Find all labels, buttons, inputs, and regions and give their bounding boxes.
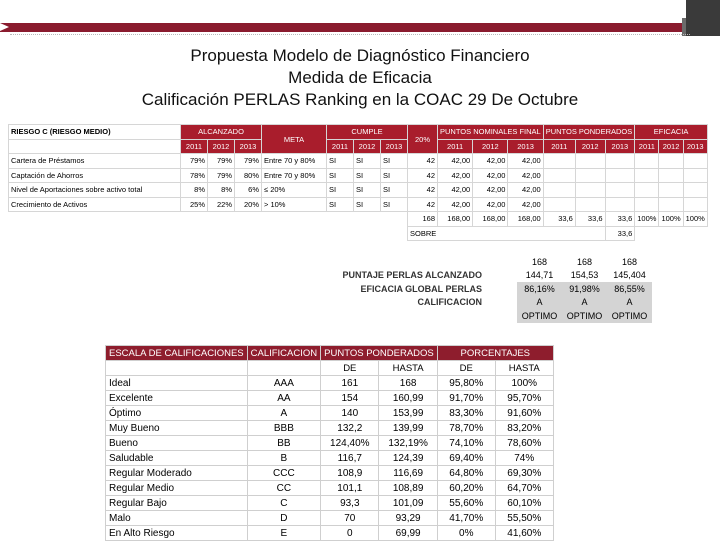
year-cell: 2011 xyxy=(635,139,659,154)
year-cell: 2013 xyxy=(508,139,543,154)
scale-points-from: 132,2 xyxy=(321,421,379,436)
rating-word: OPTIMO xyxy=(517,309,562,323)
eficacia-value xyxy=(683,183,707,198)
scale-percent-from: 74,10% xyxy=(437,436,495,451)
scale-points-to: 153,99 xyxy=(379,406,437,421)
scale-name: Regular Medio xyxy=(106,481,248,496)
score-label-empty xyxy=(300,309,485,323)
scale-points-to: 101,09 xyxy=(379,496,437,511)
year-cell: 2012 xyxy=(575,139,605,154)
cumple-value: SI xyxy=(327,168,354,183)
score-gap xyxy=(485,269,517,283)
scale-percent-from: 91,70% xyxy=(437,391,495,406)
cumple-value: SI xyxy=(327,197,354,212)
scale-percent-to: 95,70% xyxy=(495,391,553,406)
weight-value: 42 xyxy=(408,168,438,183)
cumple-value: SI xyxy=(354,154,381,169)
scale-name: Excelente xyxy=(106,391,248,406)
alcanzado-value: 20% xyxy=(235,197,262,212)
ponderado-value xyxy=(605,168,635,183)
scale-name: Muy Bueno xyxy=(106,421,248,436)
total-nominal: 168,00 xyxy=(473,212,508,227)
scale-row xyxy=(106,496,554,511)
scale-percent-from: 60,20% xyxy=(437,481,495,496)
score-gap xyxy=(485,296,517,310)
slide-top-bar xyxy=(0,0,720,40)
eficacia-value xyxy=(635,183,659,198)
scale-percent-to: 41,60% xyxy=(495,526,553,541)
scale-code: E xyxy=(247,526,321,541)
nominal-value: 42,00 xyxy=(508,154,543,169)
scale-percent-from: 69,40% xyxy=(437,451,495,466)
scale-percent-from: 78,70% xyxy=(437,421,495,436)
weight-value: 42 xyxy=(408,154,438,169)
eficacia-value xyxy=(683,154,707,169)
nominal-value: 42,00 xyxy=(508,197,543,212)
scale-row xyxy=(106,481,554,496)
scale-points-from: 116,7 xyxy=(321,451,379,466)
scale-code: CCC xyxy=(247,466,321,481)
alcanzado-value: 79% xyxy=(208,154,235,169)
rating-value: A xyxy=(517,296,562,310)
scale-code: A xyxy=(247,406,321,421)
ponderado-value xyxy=(543,183,575,198)
weight-value: 42 xyxy=(408,183,438,198)
nominal-value: 42,00 xyxy=(473,183,508,198)
scale-percent-from: 95,80% xyxy=(437,376,495,391)
perlas-score-summary xyxy=(300,255,652,323)
scale-percent-to: 64,70% xyxy=(495,481,553,496)
total-eficacia: 100% xyxy=(659,212,683,227)
scale-points-from: 101,1 xyxy=(321,481,379,496)
year-cell: 2013 xyxy=(605,139,635,154)
nominal-value: 42,00 xyxy=(508,168,543,183)
alcanzado-value: 25% xyxy=(181,197,208,212)
scale-code: BBB xyxy=(247,421,321,436)
nominal-value: 42,00 xyxy=(438,168,473,183)
year-cell: 2012 xyxy=(208,139,235,154)
year-cell: 2011 xyxy=(543,139,575,154)
ponderado-value xyxy=(543,154,575,169)
year-cell: 2012 xyxy=(659,139,683,154)
scale-points-from: 70 xyxy=(321,511,379,526)
perlas-row xyxy=(9,183,708,198)
cumple-value: SI xyxy=(381,154,408,169)
eficacia-value xyxy=(683,168,707,183)
scale-percent-to: 78,60% xyxy=(495,436,553,451)
year-row-spacer xyxy=(9,139,181,154)
scale-code: AA xyxy=(247,391,321,406)
scale-row xyxy=(106,466,554,481)
score-top-row xyxy=(300,255,652,269)
score-label: EFICACIA GLOBAL PERLAS xyxy=(360,283,482,294)
scale-subheader-blank xyxy=(247,361,321,376)
scale-percent-to: 83,20% xyxy=(495,421,553,436)
scale-header-row xyxy=(106,346,554,361)
meta-value: Entre 70 y 80% xyxy=(262,154,327,169)
scale-code: D xyxy=(247,511,321,526)
score-gap xyxy=(485,309,517,323)
score-value: 144,71 xyxy=(525,270,554,281)
accent-bar xyxy=(0,23,690,32)
scale-name: En Alto Riesgo xyxy=(106,526,248,541)
scale-percent-from: 41,70% xyxy=(437,511,495,526)
cumple-value: SI xyxy=(327,183,354,198)
scale-header-name: ESCALA DE CALIFICACIONES xyxy=(106,346,248,361)
scale-code: CC xyxy=(247,481,321,496)
scale-points-from: 0 xyxy=(321,526,379,541)
scale-points-from: 140 xyxy=(321,406,379,421)
alcanzado-value: 78% xyxy=(181,168,208,183)
weight-value: 42 xyxy=(408,197,438,212)
scale-points-from: 161 xyxy=(321,376,379,391)
eficacia-value xyxy=(659,183,683,198)
nominal-value: 42,00 xyxy=(438,154,473,169)
perlas-year-row xyxy=(9,139,708,154)
score-label-empty xyxy=(300,255,485,269)
group-meta: META xyxy=(262,125,327,154)
eficacia-value xyxy=(635,154,659,169)
eficacia-value xyxy=(659,197,683,212)
scale-name: Regular Moderado xyxy=(106,466,248,481)
scale-subheader-de: DE xyxy=(321,361,379,376)
year-cell: 2012 xyxy=(473,139,508,154)
scale-name: Malo xyxy=(106,511,248,526)
scale-name: Regular Bajo xyxy=(106,496,248,511)
rating-value: A xyxy=(562,296,607,310)
scale-subheader-hasta: HASTA xyxy=(379,361,437,376)
scale-percent-from: 55,60% xyxy=(437,496,495,511)
indicator-name: Crecimiento de Activos xyxy=(9,197,181,212)
scale-percent-to: 60,10% xyxy=(495,496,553,511)
scale-subheader-row xyxy=(106,361,554,376)
rating-scale-table xyxy=(105,345,554,541)
scale-points-from: 108,9 xyxy=(321,466,379,481)
year-cell: 2013 xyxy=(381,139,408,154)
ponderado-value xyxy=(605,154,635,169)
scale-points-from: 124,40% xyxy=(321,436,379,451)
total-ponderado: 33,6 xyxy=(605,212,635,227)
ponderado-value xyxy=(543,168,575,183)
score-label: CALIFICACION xyxy=(417,297,482,308)
scale-name: Saludable xyxy=(106,451,248,466)
scale-code: BB xyxy=(247,436,321,451)
scale-header-code: CALIFICACION xyxy=(247,346,321,361)
scale-points-to: 116,69 xyxy=(379,466,437,481)
eficacia-value xyxy=(683,197,707,212)
alcanzado-value: 79% xyxy=(235,154,262,169)
scale-code: C xyxy=(247,496,321,511)
scale-points-to: 69,99 xyxy=(379,526,437,541)
ponderado-value xyxy=(575,154,605,169)
cumple-value: SI xyxy=(381,197,408,212)
total-ponderado: 33,6 xyxy=(543,212,575,227)
cumple-value: SI xyxy=(354,183,381,198)
scale-percent-to: 74% xyxy=(495,451,553,466)
scale-points-to: 108,89 xyxy=(379,481,437,496)
indicator-name: Nivel de Aportaciones sobre activo total xyxy=(9,183,181,198)
alcanzado-value: 80% xyxy=(235,168,262,183)
scale-points-to: 132,19% xyxy=(379,436,437,451)
perlas-sobre-row xyxy=(9,226,708,241)
scale-row xyxy=(106,376,554,391)
scale-row xyxy=(106,451,554,466)
indicator-name: Cartera de Préstamos xyxy=(9,154,181,169)
title-line-3: Calificación PERLAS Ranking en la COAC 29 De Octubre xyxy=(141,90,579,109)
score-gap xyxy=(485,282,517,296)
scale-subheader-hasta: HASTA xyxy=(495,361,553,376)
score-gap xyxy=(485,255,517,269)
scale-row xyxy=(106,436,554,451)
nominal-value: 42,00 xyxy=(508,183,543,198)
total-eficacia: 100% xyxy=(683,212,707,227)
score-row xyxy=(300,269,652,283)
rating-value: A xyxy=(607,296,652,310)
cumple-value: SI xyxy=(381,168,408,183)
total-eficacia: 100% xyxy=(635,212,659,227)
eficacia-value xyxy=(659,168,683,183)
alcanzado-value: 22% xyxy=(208,197,235,212)
perlas-row xyxy=(9,197,708,212)
ponderado-value xyxy=(605,197,635,212)
ponderado-value xyxy=(575,183,605,198)
year-cell: 2011 xyxy=(181,139,208,154)
scale-name: Bueno xyxy=(106,436,248,451)
score-top-value: 168 xyxy=(576,256,593,267)
score-row xyxy=(300,282,652,296)
cumple-value: SI xyxy=(354,197,381,212)
eficacia-value xyxy=(635,197,659,212)
group-puntos-nominales: PUNTOS NOMINALES FINAL xyxy=(438,125,544,140)
scale-header-percent: PORCENTAJES xyxy=(437,346,553,361)
alcanzado-value: 6% xyxy=(235,183,262,198)
ponderado-value xyxy=(575,197,605,212)
group-puntos-ponderados: PUNTOS PONDERADOS xyxy=(543,125,635,140)
scale-points-to: 139,99 xyxy=(379,421,437,436)
totals-spacer xyxy=(9,212,408,227)
eficacia-value xyxy=(659,154,683,169)
scale-code: B xyxy=(247,451,321,466)
ponderado-value xyxy=(543,197,575,212)
scale-header-points: PUNTOS PONDERADOS xyxy=(321,346,438,361)
scale-code: AAA xyxy=(247,376,321,391)
scale-points-to: 160,99 xyxy=(379,391,437,406)
scale-points-to: 124,39 xyxy=(379,451,437,466)
year-cell: 2013 xyxy=(683,139,707,154)
scale-row xyxy=(106,391,554,406)
risk-label: RIESGO C (RIESGO MEDIO) xyxy=(9,125,181,140)
perlas-totals-row xyxy=(9,212,708,227)
total-nominal: 168,00 xyxy=(438,212,473,227)
perlas-header-row xyxy=(9,125,708,140)
score-value: 145,404 xyxy=(613,270,646,281)
sobre-label: SOBRE xyxy=(408,226,606,241)
scale-percent-from: 83,30% xyxy=(437,406,495,421)
scale-row xyxy=(106,511,554,526)
total-weight: 168 xyxy=(408,212,438,227)
score-bottom-row xyxy=(300,309,652,323)
scale-subheader-de: DE xyxy=(437,361,495,376)
year-cell: 2011 xyxy=(327,139,354,154)
total-ponderado: 33,6 xyxy=(575,212,605,227)
nominal-value: 42,00 xyxy=(473,168,508,183)
corner-block-dark xyxy=(686,0,720,36)
scale-percent-to: 100% xyxy=(495,376,553,391)
nominal-value: 42,00 xyxy=(473,197,508,212)
rating-word: OPTIMO xyxy=(562,309,607,323)
score-value: 154,53 xyxy=(570,270,599,281)
sobre-spacer xyxy=(9,226,408,241)
score-value: 86,55% xyxy=(607,282,652,296)
eficacia-value xyxy=(635,168,659,183)
nominal-value: 42,00 xyxy=(438,197,473,212)
nominal-value: 42,00 xyxy=(438,183,473,198)
scale-points-from: 154 xyxy=(321,391,379,406)
scale-row xyxy=(106,421,554,436)
cumple-value: SI xyxy=(327,154,354,169)
indicator-name: Captación de Ahorros xyxy=(9,168,181,183)
cumple-value: SI xyxy=(381,183,408,198)
alcanzado-value: 79% xyxy=(208,168,235,183)
total-nominal: 168,00 xyxy=(508,212,543,227)
score-value: 86,16% xyxy=(517,282,562,296)
meta-value: ≤ 20% xyxy=(262,183,327,198)
group-alcanzado: ALCANZADO xyxy=(181,125,262,140)
year-cell: 2011 xyxy=(438,139,473,154)
scale-percent-to: 69,30% xyxy=(495,466,553,481)
meta-value: > 10% xyxy=(262,197,327,212)
group-cumple: CUMPLE xyxy=(327,125,408,140)
accent-bar-notch xyxy=(0,23,9,31)
dotted-rule xyxy=(10,34,690,35)
perlas-table xyxy=(8,124,708,241)
scale-percent-to: 91,60% xyxy=(495,406,553,421)
alcanzado-value: 79% xyxy=(181,154,208,169)
sobre-value: 33,6 xyxy=(605,226,635,241)
slide-title xyxy=(0,45,720,111)
score-top-value: 168 xyxy=(531,256,548,267)
group-percent: 20% xyxy=(408,125,438,154)
meta-value: Entre 70 y 80% xyxy=(262,168,327,183)
scale-points-to: 93,29 xyxy=(379,511,437,526)
sobre-spacer-right xyxy=(635,226,708,241)
perlas-row xyxy=(9,154,708,169)
title-line-2: Medida de Eficacia xyxy=(288,68,432,87)
scale-name: Ideal xyxy=(106,376,248,391)
scale-points-to: 168 xyxy=(379,376,437,391)
scale-percent-from: 0% xyxy=(437,526,495,541)
scale-name: Óptimo xyxy=(106,406,248,421)
title-line-1: Propuesta Modelo de Diagnóstico Financiero xyxy=(190,46,530,65)
nominal-value: 42,00 xyxy=(473,154,508,169)
score-row xyxy=(300,296,652,310)
perlas-row xyxy=(9,168,708,183)
score-top-value: 168 xyxy=(621,256,638,267)
scale-row xyxy=(106,406,554,421)
year-cell: 2013 xyxy=(235,139,262,154)
alcanzado-value: 8% xyxy=(181,183,208,198)
alcanzado-value: 8% xyxy=(208,183,235,198)
scale-percent-to: 55,50% xyxy=(495,511,553,526)
scale-points-from: 93,3 xyxy=(321,496,379,511)
scale-percent-from: 64,80% xyxy=(437,466,495,481)
rating-word: OPTIMO xyxy=(607,309,652,323)
year-cell: 2012 xyxy=(354,139,381,154)
scale-subheader-blank xyxy=(106,361,248,376)
group-eficacia: EFICACIA xyxy=(635,125,708,140)
score-value: 91,98% xyxy=(562,282,607,296)
ponderado-value xyxy=(575,168,605,183)
cumple-value: SI xyxy=(354,168,381,183)
ponderado-value xyxy=(605,183,635,198)
score-label: PUNTAJE PERLAS ALCANZADO xyxy=(342,270,482,281)
scale-row xyxy=(106,526,554,541)
